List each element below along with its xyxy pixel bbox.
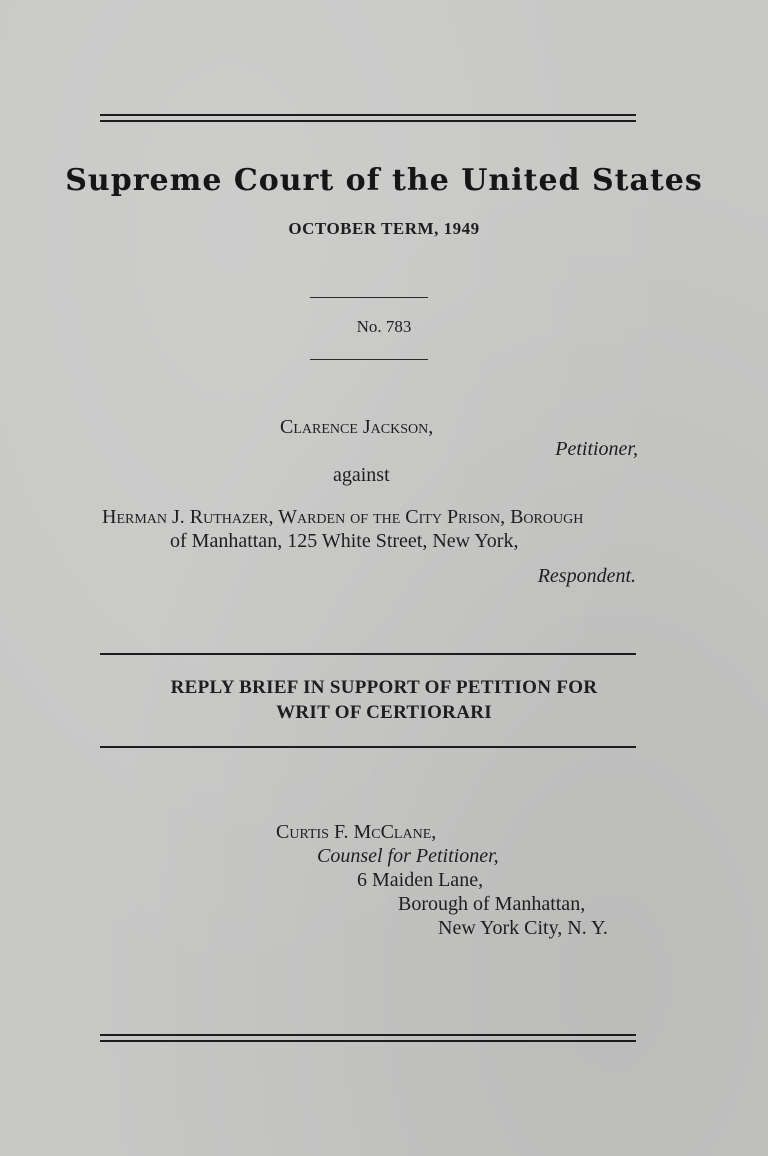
petitioner-name: Clarence Jackson, bbox=[280, 416, 434, 438]
petitioner-role: Petitioner, bbox=[555, 438, 638, 460]
brief-title-rule-top bbox=[100, 653, 636, 655]
bottom-double-rule bbox=[100, 1034, 636, 1042]
court-term: OCTOBER TERM, 1949 bbox=[288, 219, 480, 238]
brief-title-rule-bottom bbox=[100, 746, 636, 748]
docket-number: No. 783 bbox=[356, 317, 412, 336]
respondent-role: Respondent. bbox=[537, 565, 636, 587]
counsel-address-2: Borough of Manhattan, bbox=[398, 893, 586, 915]
docket-rule-bottom bbox=[310, 359, 428, 360]
docket-rule-top bbox=[310, 297, 428, 298]
counsel-address-3: New York City, N. Y. bbox=[438, 917, 608, 939]
versus-text: against bbox=[333, 464, 390, 486]
respondent-line-2: of Manhattan, 125 White Street, New York, bbox=[170, 530, 519, 552]
counsel-role: Counsel for Petitioner, bbox=[317, 845, 499, 867]
court-title: Supreme Court of the United States bbox=[65, 163, 703, 198]
respondent-line-1 bbox=[102, 506, 583, 529]
brief-title-line-1: REPLY BRIEF IN SUPPORT OF PETITION FOR bbox=[170, 677, 598, 698]
top-double-rule bbox=[100, 114, 636, 122]
respondent-name-line-1: Herman J. Ruthazer, Warden of the City Prison, Borough bbox=[102, 506, 584, 528]
counsel-name: Curtis F. McClane, bbox=[276, 821, 437, 843]
brief-title-line-2: WRIT OF CERTIORARI bbox=[276, 702, 492, 723]
counsel-address-1: 6 Maiden Lane, bbox=[357, 869, 484, 891]
